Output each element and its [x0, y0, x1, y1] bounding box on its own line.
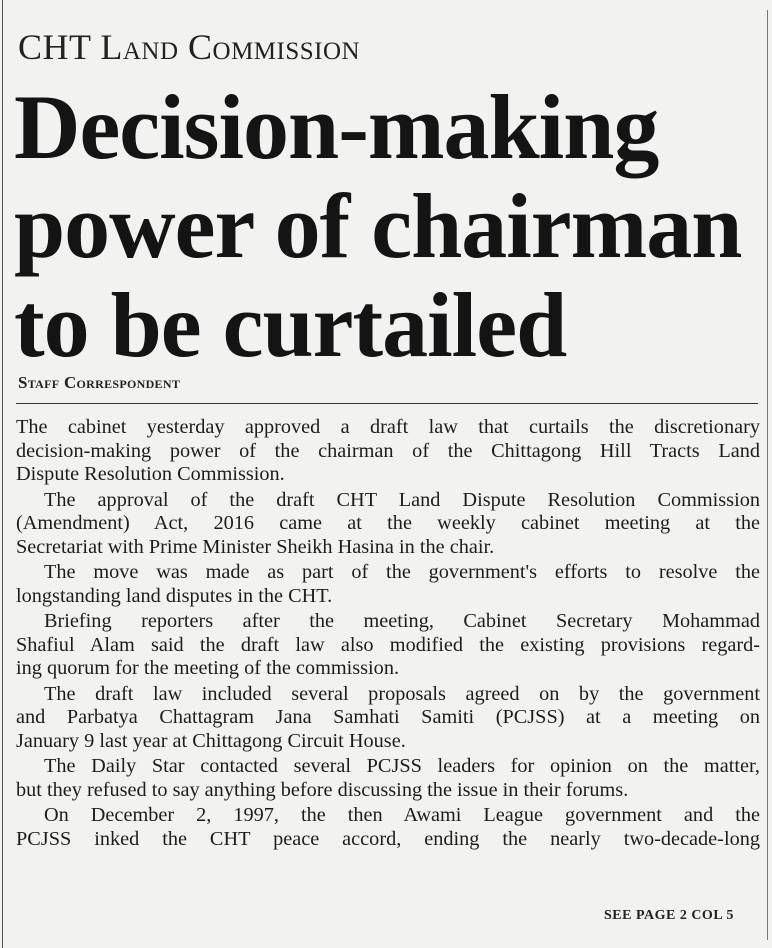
- article-paragraph: [16, 804, 760, 851]
- paragraph-line: longstanding land disputes in the CHT.: [16, 584, 333, 607]
- article-paragraph: [16, 416, 760, 487]
- paragraph-line: ing quorum for the meeting of the commission.: [16, 657, 400, 679]
- paragraph-line: PCJSS inked the CHT peace accord, ending the nearly two-decade-long: [16, 827, 760, 850]
- paragraph-line: On December 2, 1997, the then Awami League government and the: [44, 804, 760, 826]
- column-rule-right: [767, 10, 768, 940]
- article-paragraph: [16, 683, 760, 754]
- paragraph-line: The move was made as part of the government's efforts to resolve the: [44, 561, 760, 583]
- paragraph-line: The approval of the draft CHT Land Dispute Resolution Commission: [44, 488, 760, 511]
- byline-divider: [16, 403, 758, 404]
- paragraph-line: Shafiul Alam said the draft law also modified the existing provisions regard-: [16, 633, 760, 656]
- paragraph-line: (Amendment) Act, 2016 came at the weekly cabinet meeting at the: [16, 512, 760, 534]
- headline: [14, 78, 764, 375]
- paragraph-line: Briefing reporters after the meeting, Cabinet Secretary Mohammad: [44, 610, 760, 632]
- paragraph-line: January 9 last year at Chittagong Circuit House.: [16, 729, 406, 752]
- continuation-jump-line: SEE PAGE 2 COL 5: [604, 908, 734, 923]
- section-kicker: CHT Land Commission: [18, 27, 361, 67]
- paragraph-line: The cabinet yesterday approved a draft law that curtails the discretionary: [16, 416, 760, 438]
- paragraph-line: Dispute Resolution Commission.: [16, 463, 285, 485]
- paragraph-line: and Parbatya Chattagram Jana Samhati Samiti (PCJSS) at a meeting on: [16, 706, 760, 728]
- paragraph-line: The draft law included several proposals agreed on by the government: [44, 682, 760, 705]
- article-paragraph: [16, 561, 760, 608]
- article-body: [16, 416, 760, 853]
- paragraph-line: but they refused to say anything before discussing the issue in their forums.: [16, 778, 629, 801]
- article-paragraph: [16, 489, 760, 560]
- byline: Staff Correspondent: [18, 373, 181, 392]
- article-paragraph: [16, 755, 760, 802]
- column-rule-left: [2, 0, 3, 948]
- headline-line: Decision-making: [14, 76, 659, 178]
- paragraph-line: decision-making power of the chairman of the Chittagong Hill Tracts Land: [16, 439, 760, 462]
- article-paragraph: [16, 610, 760, 681]
- headline-line: to be curtailed: [14, 274, 567, 376]
- headline-line: power of chairman: [14, 175, 742, 277]
- paragraph-line: The Daily Star contacted several PCJSS leaders for opinion on the matter,: [44, 755, 760, 777]
- paragraph-line: Secretariat with Prime Minister Sheikh Hasina in the chair.: [16, 535, 495, 558]
